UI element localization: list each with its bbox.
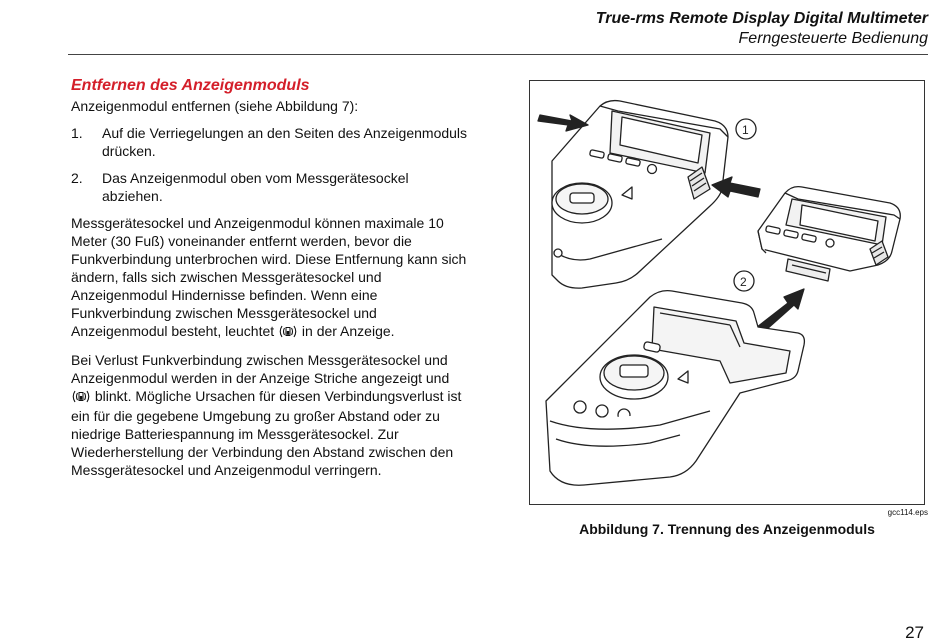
paragraph-text: Messgerätesockel und Anzeigenmodul können maximale 10 Meter (30 Fuß) voneinander entfernt werden, bevor die Funkverbindung unterbrochen wird. Diese Entfernung kann sich ändern, falls sich zwischen Messgerätesockel und Anzeigenmodul Hindernisse befinden. Wenn eine Funkverbindung zwischen Messgerätesockel und Anzeigenmodul besteht, leuchtet bbox=[71, 215, 467, 339]
figure-caption: Abbildung 7. Trennung des Anzeigenmoduls bbox=[579, 521, 875, 537]
header-rule bbox=[68, 54, 928, 55]
paragraph-range bbox=[71, 214, 471, 342]
paragraph-text: in der Anzeige. bbox=[301, 323, 395, 339]
list-item bbox=[71, 124, 471, 160]
step-number: 1. bbox=[71, 125, 83, 141]
page-header bbox=[596, 8, 928, 49]
step-number: 2. bbox=[71, 170, 83, 186]
document-subtitle: Ferngesteuerte Bedienung bbox=[738, 30, 928, 47]
section-title: Entfernen des Anzeigenmoduls bbox=[71, 77, 310, 94]
text-column bbox=[71, 76, 471, 488]
paragraph-text: Bei Verlust Funkverbindung zwischen Messgerätesockel und Anzeigenmodul werden in der Anzeige Striche angezeigt und bbox=[71, 352, 450, 386]
step-text: Das Anzeigenmodul oben vom Messgerätesockel abziehen. bbox=[102, 170, 409, 204]
callout-1: 1 bbox=[742, 123, 749, 137]
step-text: Auf die Verriegelungen an den Seiten des Anzeigenmoduls drücken. bbox=[102, 125, 468, 159]
radio-link-icon bbox=[278, 324, 298, 342]
radio-link-icon bbox=[71, 389, 91, 407]
intro-text: Anzeigenmodul entfernen (siehe Abbildung 7): bbox=[71, 98, 359, 114]
figure-file-name: gcc114.eps bbox=[887, 508, 928, 517]
step-list bbox=[71, 124, 471, 205]
paragraph-connection-loss bbox=[71, 351, 471, 479]
paragraph-text: blinkt. Mögliche Ursachen für diesen Verbindungsverlust ist ein für die gegebene Umgebung zu großer Abstand oder zu niedrige Batteriespannung im Messgerätesockel. Zur Wiederherstellung der Verbindung den Abstand zwischen den Messgerätesockel und Anzeigenmodul verringern. bbox=[71, 388, 462, 478]
document-title: True-rms Remote Display Digital Multimeter bbox=[595, 10, 928, 27]
callout-2: 2 bbox=[740, 275, 747, 289]
multimeter-illustration bbox=[530, 81, 924, 504]
figure-illustration bbox=[529, 80, 925, 505]
list-item bbox=[71, 169, 471, 205]
page-number: 27 bbox=[905, 623, 924, 642]
